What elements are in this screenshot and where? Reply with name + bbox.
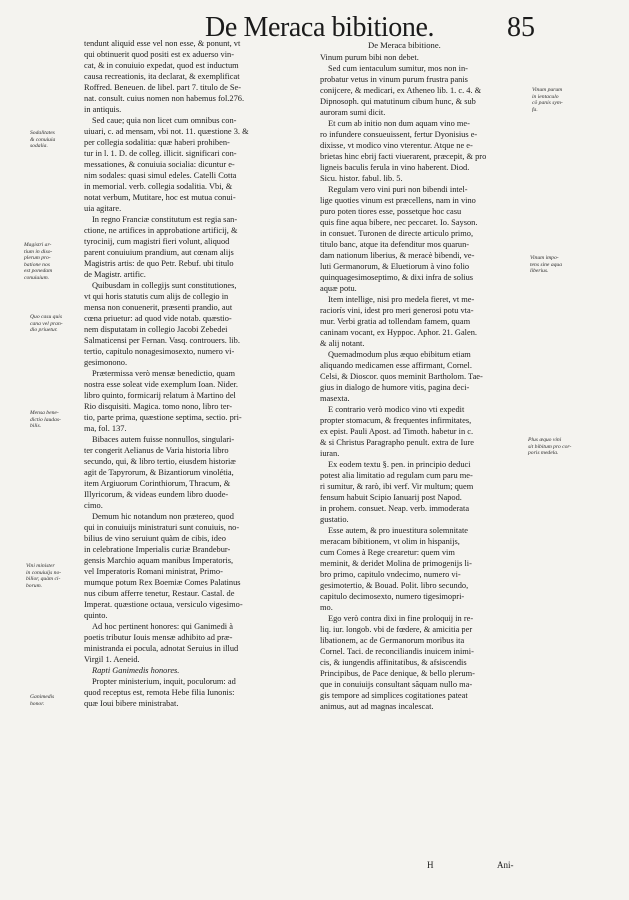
text-line: lige quoties vinum est præcellens, nam in vino	[320, 196, 476, 205]
text-line: Rapti Ganimedis honores.	[92, 666, 180, 675]
margin-note-vinum-purum	[532, 87, 563, 113]
text-line: Virgil 1. Aeneid.	[84, 655, 140, 664]
text-line: ri sumitur, & rarò, ibi verf. Vir multum; quem	[320, 482, 474, 491]
text-line: cimo.	[84, 501, 103, 510]
text-line: mo.	[320, 603, 333, 612]
text-line: masexta.	[320, 394, 350, 403]
text-line: Ex eodem textu §. pen. in principio deduci	[328, 460, 471, 469]
margin-line: Quo casu quis	[30, 314, 63, 320]
text-line: luti Germanorum, & Eluetiorum à vino folio	[320, 262, 470, 271]
margin-note-vini-minister	[26, 563, 61, 589]
text-line: Cornel. Taci. de reconciliandis inuicem inimi-	[320, 647, 474, 656]
text-line: titulo banc, atque ita defenditur mos quarun-	[320, 240, 470, 249]
text-line: Prætermissa verò mensæ benedictio, quam	[92, 369, 236, 378]
text-line: gesimotertio, & Bouad. Polit. libro secundo,	[320, 581, 469, 590]
text-line: vel Imperatoris Romani ministrat, Primo-	[84, 567, 223, 576]
text-line: conijcere, & medicari, ex Atheneo lib. 1. c. 4. &	[320, 86, 482, 95]
text-line: item Argiuorum Corinthiorum, Thracum, &	[84, 479, 231, 488]
text-line: in prohem. consuet. Neap. verb. immoderata	[320, 504, 470, 513]
text-line: in celebratione Imperialis curiæ Brandebur-	[84, 545, 231, 554]
text-line: parent conuiuium prandium, aut cœnam alijs	[84, 248, 234, 257]
text-line: uia agitare.	[84, 204, 122, 213]
margin-note-qui-casu	[30, 314, 63, 334]
text-line: tur in l. 1. D. de colleg. illicit. significari con-	[84, 149, 237, 158]
margin-line: Mensa bene-	[30, 410, 59, 416]
margin-line: borum.	[26, 582, 43, 589]
text-line: ma, fol. 137.	[84, 424, 127, 433]
margin-note-magistri	[24, 242, 52, 282]
text-line: aliquando medicamen esse affirmant, Cornel.	[320, 361, 472, 370]
text-line: nat. consult. cuius nomen non habemus fol.276.	[84, 94, 245, 103]
text-line: Ad hoc pertinent honores: qui Ganimedi à	[92, 622, 233, 631]
margin-line: poris medela.	[528, 450, 559, 457]
text-line: meminit, & deridet Molina de primogenijs li-	[320, 559, 472, 568]
margin-line: bilis.	[30, 423, 42, 430]
text-line: ex epist. Pauli Apost. ad Timoth. habetur in c.	[320, 427, 474, 436]
margin-note-ganimedis	[30, 694, 54, 707]
text-line: gensis Marchio aquam manibus Imperatoris,	[84, 556, 234, 565]
text-line: gustatio.	[320, 515, 349, 524]
margin-line: cana vel pran-	[30, 320, 63, 327]
text-line: caninam vocant, ex Hyppoc. Aphor. 21. Galen.	[320, 328, 477, 337]
margin-line: sit bibitum pro cor-	[528, 443, 572, 450]
text-line: quæ Ioui bibere ministrabat.	[84, 699, 179, 708]
text-line: Et cum ab initio non dum aquam vino me-	[328, 119, 470, 128]
text-line: bilius de vino seruiunt quàm de cibis, ideo	[84, 534, 226, 543]
margin-line: dictio laudas-	[30, 416, 61, 423]
margin-line: in ientaculo	[532, 93, 559, 100]
margin-line: tens sine aqua	[530, 261, 563, 268]
margin-line: honor.	[30, 700, 45, 707]
text-line: liq. iur. longob. vbi de fœdere, & amicitia per	[320, 625, 473, 634]
text-line: gis tempore ad simplices cogitationes pateat	[320, 691, 468, 700]
text-line: messationes, & conuiuia socialia: dicuntur e-	[84, 160, 235, 169]
margin-line: liberius.	[530, 268, 549, 275]
text-line: aquæ potu.	[320, 284, 357, 293]
text-line: bro primo, capitulo vndecimo, numero vi-	[320, 570, 461, 579]
text-line: Propter ministerium, inquit, poculorum: ad	[92, 677, 236, 686]
text-line: notat verbum, Mutitare, hoc est mutua conui-	[84, 193, 236, 202]
text-line: ministranda ei pocula, adnotat Seruius in illud	[84, 644, 239, 653]
text-line: secundo, qui, & libro tertio, eiusdem historiæ	[84, 457, 236, 466]
right-column	[320, 52, 520, 712]
text-line: nim sodales: quasi simul edeles. Catelli Cotta	[84, 171, 237, 180]
text-line: in consuet. Turonen de directe articulo primo,	[320, 229, 474, 238]
margin-line: tium in diso-	[24, 248, 53, 255]
text-line: potest alia limitatio ad regulam cum paru me-	[320, 471, 473, 480]
text-line: meracam bibitionem, vt olim in hispanijs,	[320, 537, 460, 546]
text-line: Bibaces autem fuisse nonnullos, singulari-	[92, 435, 235, 444]
text-line: per collegia sodalitia: quæ haberi prohiben-	[84, 138, 230, 147]
text-line: cum Comes à Rege crearetur: quem vim	[320, 548, 455, 557]
margin-line: Sodalitates	[30, 130, 55, 136]
text-line: nem disputatam in collegio Jacobi Zebedei	[84, 325, 228, 334]
text-line: In regno Franciæ constitutum est regia san-	[92, 215, 238, 224]
text-line: Sed cum ientaculum sumitur, mos non in-	[328, 64, 468, 73]
text-line: poetis tributur Iouis mensæ adhibito ad præ-	[84, 633, 233, 642]
text-line: quinto.	[84, 611, 108, 620]
text-line: Item intellige, nisi pro medela fieret, vt me-	[328, 295, 475, 304]
page-number: 85	[507, 12, 535, 43]
text-line: in antiquis.	[84, 105, 122, 114]
text-line: Esse autem, & pro inuestitura solemnitate	[328, 526, 469, 535]
text-line: cat, & in conuiuio expedat, quod est inductum	[84, 61, 239, 70]
margin-note-plus-aquo	[528, 437, 571, 457]
text-line: Sed caue; quia non licet cum omnibus con-	[92, 116, 237, 125]
margin-line: fa.	[532, 106, 538, 113]
text-line: Quibusdam in collegijs sunt constitutiones,	[92, 281, 237, 290]
text-line: gius in dialogo de humore vitis, pagina deci-	[320, 383, 470, 392]
margin-line: conuiuium.	[24, 274, 50, 281]
text-line: libationem, ac de Germanorum moribus ita	[320, 636, 465, 645]
margin-note-sodalitates	[30, 130, 55, 150]
text-line: Quemadmodum plus æquo ebibitum etiam	[328, 350, 471, 359]
text-line: quis fine aqua bibere, nec peccaret. Io. Sayson.	[320, 218, 478, 227]
text-line: tendunt aliquid esse vel non esse, & ponunt, vt	[84, 39, 241, 48]
text-line: nostra esse soleat vide exemplum Ioan. Nider.	[84, 380, 238, 389]
margin-line: cõ panis sym-	[532, 100, 563, 107]
page-title: De Meraca bibitione.	[205, 12, 435, 43]
text-line: Regulam vero vini puri non bibendi intel-	[328, 185, 468, 194]
catchword: Ani-	[497, 860, 514, 870]
text-line: Sicu. histor. fabul. lib. 5.	[320, 174, 403, 183]
text-line: qui in conuiuijs ministraturi sunt conuiuis, no-	[84, 523, 240, 532]
text-line: ter congerit Aelianus de Varia historia libro	[84, 446, 229, 455]
text-line: Principibus, de Pace denique, & bello plerum-	[320, 669, 475, 678]
margin-line: bilior, quàm ci-	[26, 576, 61, 583]
margin-note-mensa-benedictio	[30, 410, 61, 430]
text-line: probatur vetus in vinum purum frustra panis	[320, 75, 468, 84]
text-line: mumque potum Rex Boemiæ Comes Palatinus	[84, 578, 241, 587]
text-line: vt qui horis statutis cum alijs de collegio in	[84, 292, 229, 301]
text-line: quod receptus est, remota Hebe filia Iunonis:	[84, 688, 235, 697]
margin-line: in conuiuijs no-	[26, 569, 62, 576]
text-line: mur. Verbi gratia ad tollendam famem, quam	[320, 317, 471, 326]
text-line: Demum hic notandum non prætereo, quod	[92, 512, 234, 521]
text-line: tyrocinij, cum magistri fieri volunt, aliquod	[84, 237, 230, 246]
margin-line: Plus æquo vini	[528, 437, 562, 443]
text-line: puro poten tiores esse, possetque hoc casu	[320, 207, 462, 216]
text-line: Dipnosoph. qui matutinum cibum hunc, & sub	[320, 97, 476, 106]
margin-line: plerum pro-	[24, 255, 51, 262]
margin-line: Vinum purum	[532, 87, 563, 93]
text-line: quinquagesimoseptimo, & dixi infra de solius	[320, 273, 474, 282]
text-line: de Magistr. artific.	[84, 270, 146, 279]
text-line: dixisse, vt modico vino vterentur. Atque ne e-	[320, 141, 473, 150]
text-line: Ego verò contra dixi in fine proloquij in re-	[328, 614, 474, 623]
text-line: Illyricorum, & videas eundem libro duode-	[84, 490, 229, 499]
text-line: tertio, capitulo nonagesimosexto, numero vi-	[84, 347, 235, 356]
text-line: propter stomacum, & frequentes infirmitates,	[320, 416, 472, 425]
text-line: fensum habuit Scipio Ianuarij post Napod.	[320, 493, 462, 502]
text-line: Salmaticensi per Fernan. Vasq. controuers. lib.	[84, 336, 240, 345]
text-line: Imperat. quæstione octaua, versiculo vigesimo-	[84, 600, 243, 609]
text-line: E contrario verò modico vino vti expedit	[328, 405, 465, 414]
text-line: nus cibum afferre tenetur, Restaur. Castal. de	[84, 589, 235, 598]
text-line: libro quinto, formicarij relatum à Martino del	[84, 391, 236, 400]
text-line: Rio disquisiti. Magica. tomo nono, libro ter-	[84, 402, 233, 411]
text-line: agit de Tapyrorum, & Bizantiorum vinolétia,	[84, 468, 234, 477]
left-column	[84, 38, 306, 709]
text-line: uiuari, c. ad mensam, vbi not. 11. quæstione 3. &	[84, 127, 249, 136]
text-line: & si Christus Paragrapho penult. extra de Iure	[320, 438, 474, 447]
text-line: mensa non conuenerit, præsenti prandio, aut	[84, 303, 233, 312]
margin-note-vinum-impotens	[530, 255, 562, 275]
signature-mark: H	[427, 860, 434, 870]
text-line: Celsi, & Dioscor. quos meminit Bartholom. Tae-	[320, 372, 483, 381]
text-line: Roffred. Beneuen. de libel. part 7. titulo de Se-	[84, 83, 242, 92]
text-line: animus, aut ad magnas incalescat.	[320, 702, 434, 711]
margin-line: dio priuetur.	[30, 327, 58, 334]
text-line: raciorís vini, idest pro meri generosi potu vta-	[320, 306, 474, 315]
text-line: causa recreationis, ita declarat, & exemplificat	[84, 72, 240, 81]
text-line: cœna priuetur: ad quod vide notab. quæstio-	[84, 314, 232, 323]
text-line: capitulo decimosexto, numero tigesimopri-	[320, 592, 465, 601]
text-line: gesimonono.	[84, 358, 128, 367]
text-line: ctione, ne artifices in approbatione artificij, &	[84, 226, 238, 235]
text-line: & alij notant.	[320, 339, 365, 348]
margin-line: Vini minister	[26, 563, 55, 569]
text-line: ro infundere consueuissent, fertur Dyonisius e-	[320, 130, 478, 139]
margin-line: Ganimedis	[30, 694, 55, 700]
margin-line: est ponedam	[24, 268, 53, 275]
text-line: qui obtinuerit quod positi est ex aduerso vin-	[84, 50, 235, 59]
margin-line: & conuiuia	[30, 136, 56, 143]
text-line: in memorial. verb. collegia sodalitia. Vbi, &	[84, 182, 233, 191]
margin-line: batione nos	[24, 261, 50, 268]
margin-line: Vinum impo-	[530, 255, 559, 261]
right-column-heading: De Meraca bibitione.	[368, 40, 441, 50]
margin-line: Magistri ar-	[24, 242, 52, 248]
text-line: que in conuiuijs consultant sãquam nullo ma-	[320, 680, 473, 689]
text-line: Vinum purum bibi non debet.	[320, 53, 419, 62]
text-line: iuran.	[320, 449, 340, 458]
text-line: auroram sumi dicit.	[320, 108, 386, 117]
text-line: cis, & iungendis affinitatibus, & afsiscendis	[320, 658, 467, 667]
text-line: ligneis baculis ferula in vino haberent. Diod.	[320, 163, 470, 172]
text-line: Magistris artis: de quo Petr. Rebuf. ubi titulo	[84, 259, 234, 268]
text-line: tio, parte prima, quæstione septima, sectio. pri-	[84, 413, 242, 422]
text-line: brietas hinc ebrij facti viuerarent, præcepit, & pro	[320, 152, 487, 161]
text-line: dam nationum liberius, & meracè bibendi, ve-	[320, 251, 475, 260]
margin-line: sodalia.	[30, 143, 48, 150]
